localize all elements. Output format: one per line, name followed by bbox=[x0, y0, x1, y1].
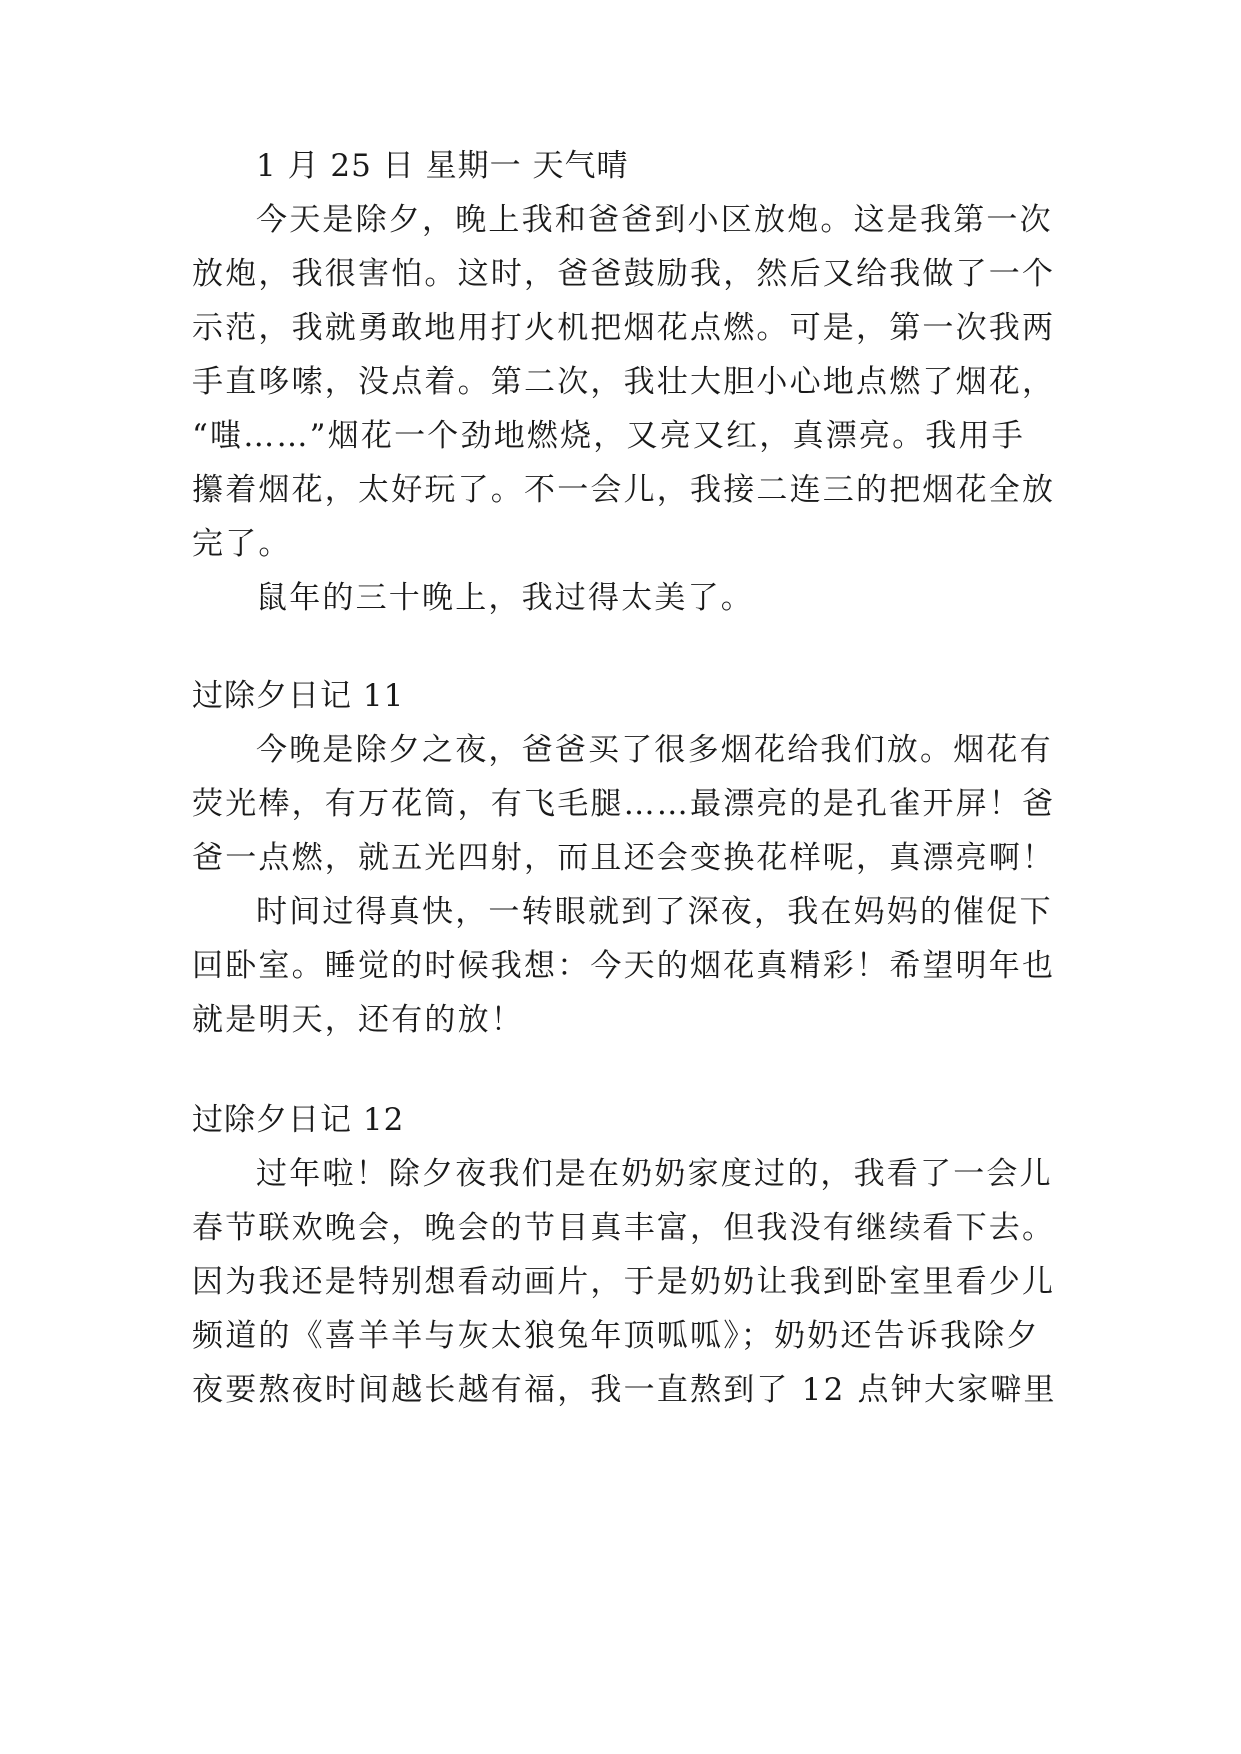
text-line: 就是明天，还有的放！ bbox=[192, 1002, 524, 1038]
text-line: 鼠年的三十晚上，我过得太美了。 bbox=[256, 580, 754, 616]
text-line: 夜要熬夜时间越长越有福，我一直熬到了 12 点钟大家噼里 bbox=[192, 1372, 1057, 1408]
text-line: 时间过得真快，一转眼就到了深夜，我在妈妈的催促下 bbox=[256, 894, 1053, 930]
text-line: “嗤……”烟花一个劲地燃烧，又亮又红，真漂亮。我用手 bbox=[192, 418, 1025, 454]
text-line: 荧光棒，有万花筒，有飞毛腿……最漂亮的是孔雀开屏！爸 bbox=[192, 786, 1056, 822]
entry-12-title: 过除夕日记 12 bbox=[192, 1102, 405, 1138]
text-line: 春节联欢晚会，晚会的节目真丰富，但我没有继续看下去。 bbox=[192, 1210, 1056, 1246]
entry-11-title: 过除夕日记 11 bbox=[192, 678, 405, 714]
text-line: 因为我还是特别想看动画片，于是奶奶让我到卧室里看少儿 bbox=[192, 1264, 1056, 1300]
text-line: 回卧室。睡觉的时候我想：今天的烟花真精彩！希望明年也 bbox=[192, 948, 1056, 984]
text-line: 手直哆嗦，没点着。第二次，我壮大胆小心地点燃了烟花， bbox=[192, 364, 1056, 400]
text-line: 示范，我就勇敢地用打火机把烟花点燃。可是，第一次我两 bbox=[192, 310, 1056, 346]
text-line: 攥着烟花，太好玩了。不一会儿，我接二连三的把烟花全放 bbox=[192, 472, 1056, 508]
text-line: 放炮，我很害怕。这时，爸爸鼓励我，然后又给我做了一个 bbox=[192, 256, 1056, 292]
text-line: 频道的《喜羊羊与灰太狼兔年顶呱呱》；奶奶还告诉我除夕 bbox=[192, 1318, 1040, 1354]
entry-date-line: 1 月 25 日 星期一 天气晴 bbox=[256, 148, 629, 184]
text-line: 爸一点燃，就五光四射，而且还会变换花样呢，真漂亮啊！ bbox=[192, 840, 1056, 876]
text-line: 完了。 bbox=[192, 526, 292, 562]
text-line: 今晚是除夕之夜，爸爸买了很多烟花给我们放。烟花有 bbox=[256, 732, 1053, 768]
text-line: 今天是除夕，晚上我和爸爸到小区放炮。这是我第一次 bbox=[256, 202, 1053, 238]
text-line: 过年啦！除夕夜我们是在奶奶家度过的，我看了一会儿 bbox=[256, 1156, 1053, 1192]
